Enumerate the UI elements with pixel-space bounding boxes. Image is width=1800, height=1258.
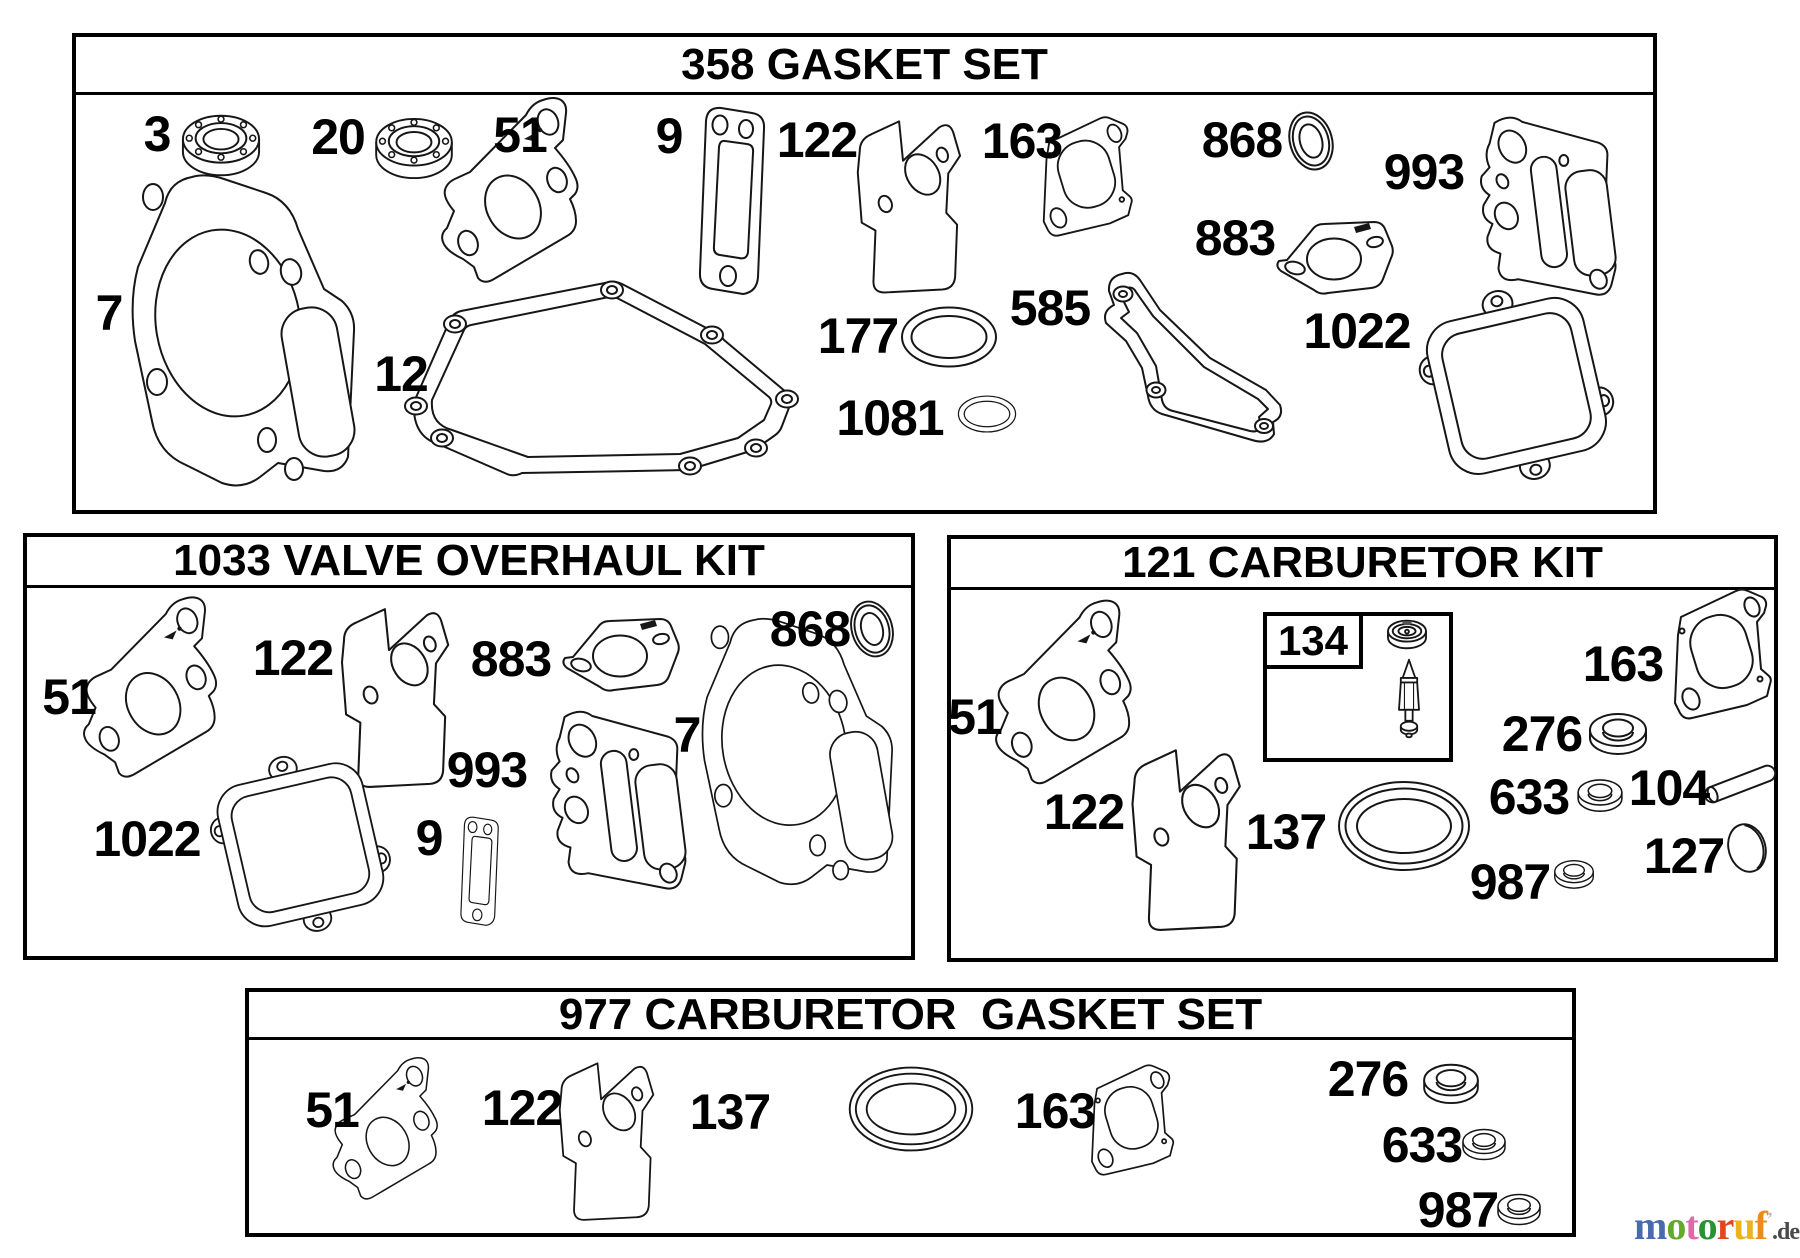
part-label-122-121: 122	[1043, 784, 1125, 840]
part-label-868: 868	[1201, 112, 1283, 168]
gasket-9-drawing-1033	[454, 800, 504, 946]
part-label-20: 20	[311, 109, 365, 165]
box-1033-title: 1033 VALVE OVERHAUL KIT	[173, 536, 765, 585]
part-label-163: 163	[981, 113, 1063, 169]
part-label-987-977: 987	[1417, 1182, 1499, 1238]
box-121-titlebar	[951, 539, 1774, 590]
part-label-137-121: 137	[1245, 804, 1327, 860]
gasket-12-drawing	[402, 278, 800, 490]
gasket-1022-drawing-1033	[200, 732, 400, 954]
box-1033-titlebar	[27, 537, 911, 588]
logo-word	[1634, 1203, 1767, 1248]
part-label-276-121: 276	[1501, 706, 1583, 762]
part-label-137-977: 137	[689, 1084, 771, 1140]
washer-987-drawing-977	[1495, 1189, 1543, 1227]
logo-letter: m	[1634, 1203, 1667, 1248]
box-977-title: 977 CARBURETOR GASKET SET	[558, 989, 1263, 1039]
part-label-7-1033: 7	[673, 707, 701, 763]
gasket-7-drawing-358	[128, 171, 358, 491]
seal-3-drawing	[180, 113, 262, 179]
part-label-51-121: 51	[948, 689, 1002, 745]
gasket-1022-drawing-358	[1408, 268, 1624, 500]
box-358-title: 358 GASKET SET	[681, 39, 1048, 89]
needle-valve-drawing-134	[1390, 657, 1428, 739]
part-label-122: 122	[776, 112, 858, 168]
box-121-title: 121 CARBURETOR KIT	[1122, 538, 1603, 587]
part-label-9-1033: 9	[415, 810, 443, 866]
oring-137-drawing-121	[1334, 778, 1474, 874]
part-label-177: 177	[817, 308, 899, 364]
part-label-122-1033: 122	[252, 630, 334, 686]
part-label-1022-1033: 1022	[93, 811, 201, 867]
part-label-122-977: 122	[481, 1080, 563, 1136]
part-label-51-1033: 51	[42, 669, 96, 725]
part-label-12: 12	[374, 346, 428, 402]
part-label-127: 127	[1643, 828, 1725, 884]
part-label-276-977: 276	[1327, 1051, 1409, 1107]
washer-276-drawing-121	[1586, 708, 1650, 756]
gasket-163-drawing-121	[1666, 586, 1776, 722]
part-label-993: 993	[1383, 144, 1465, 200]
part-label-883: 883	[1194, 210, 1276, 266]
gasket-9-drawing-358	[688, 104, 774, 304]
logo-letter: t	[1685, 1203, 1698, 1248]
logo-tick-icon: ’	[1767, 1208, 1772, 1229]
part-label-633-977: 633	[1381, 1117, 1463, 1173]
part-label-51: 51	[493, 107, 547, 163]
part-label-868-1033: 868	[769, 601, 851, 657]
plug-127-drawing	[1720, 820, 1774, 876]
logo-letter: f	[1754, 1203, 1767, 1248]
logo-letter: o	[1697, 1203, 1717, 1248]
oring-1081-drawing	[956, 392, 1018, 436]
oring-177-drawing	[898, 304, 1000, 370]
washer-633-drawing-977	[1460, 1124, 1508, 1162]
motoruf-logo[interactable]	[1634, 1202, 1799, 1249]
part-label-104: 104	[1628, 760, 1710, 816]
box-134-label-frame	[1263, 612, 1363, 669]
oring-137-drawing-977	[845, 1059, 977, 1159]
washer-987-drawing-121	[1552, 855, 1596, 891]
part-label-987-121: 987	[1469, 854, 1551, 910]
needle-seat-drawing-134	[1385, 615, 1429, 653]
logo-letter: r	[1716, 1203, 1734, 1248]
box-134-label: 134	[1277, 616, 1349, 664]
part-label-7: 7	[95, 285, 123, 341]
gasket-585-drawing	[1092, 268, 1302, 460]
box-977-titlebar	[249, 989, 1572, 1040]
part-label-51-977: 51	[305, 1082, 359, 1138]
part-label-1022: 1022	[1303, 303, 1411, 359]
pin-104-drawing	[1698, 754, 1782, 814]
part-label-883-1033: 883	[470, 631, 552, 687]
gasket-163-drawing-977	[1086, 1059, 1176, 1181]
gasket-122-drawing-358	[845, 110, 963, 296]
part-label-163-121: 163	[1582, 636, 1664, 692]
part-label-163-977: 163	[1014, 1083, 1096, 1139]
logo-letter: u	[1733, 1203, 1755, 1248]
washer-633-drawing-121	[1575, 774, 1625, 814]
gasket-122-drawing-977	[548, 1052, 656, 1224]
part-label-633-121: 633	[1488, 769, 1570, 825]
part-label-1081: 1081	[836, 390, 944, 446]
part-label-993-1033: 993	[446, 742, 528, 798]
logo-letter: o	[1666, 1203, 1686, 1248]
part-label-585: 585	[1009, 280, 1091, 336]
seal-868-drawing-358	[1284, 106, 1338, 176]
gasket-883-drawing-1033	[556, 615, 682, 693]
gasket-122-drawing-121	[1110, 740, 1252, 932]
part-label-9: 9	[655, 108, 683, 164]
washer-276-drawing-977	[1418, 1059, 1484, 1105]
box-358-titlebar	[76, 37, 1653, 95]
logo-suffix: .de	[1772, 1219, 1799, 1245]
part-label-3: 3	[143, 106, 171, 162]
